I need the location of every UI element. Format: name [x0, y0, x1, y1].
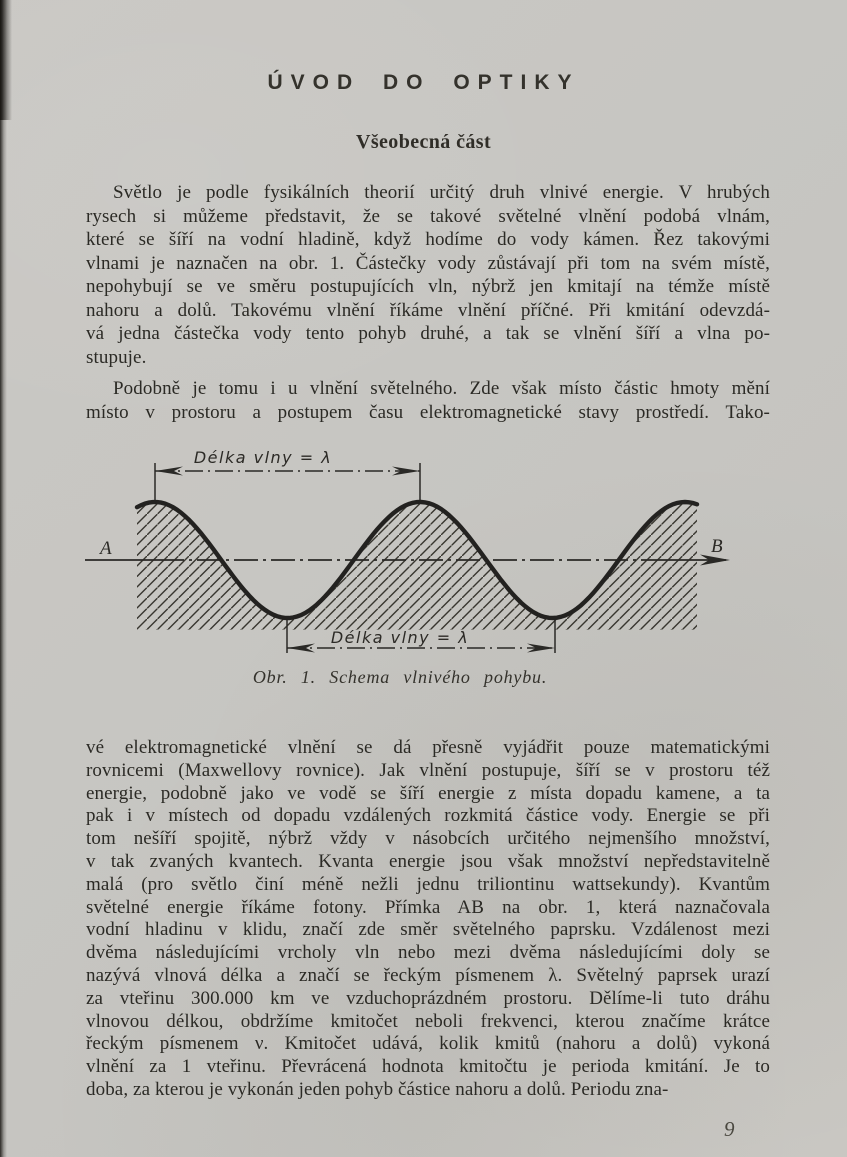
section-subtitle: Všeobecná část — [355, 131, 492, 153]
text-line: nazývá vlnová délka a značí se řeckým písmenem λ. Světelný paprsek urazí — [86, 964, 770, 986]
text-line: tom nešíří spojitě, nýbrž vždy v násobcích určitého nejmenšího množství, — [86, 828, 770, 850]
text-line: místo v prostoru a postupem času elektromagnetické stavy prostředí. Tako- — [86, 401, 770, 423]
text-line: vlnovou délkou, obdržíme kmitočet neboli frekvenci, kterou značíme krátce — [86, 1010, 770, 1032]
paragraph-2 — [86, 377, 770, 424]
figure-caption: Obr. 1. Schema vlnivého pohybu. — [252, 667, 548, 687]
text-line: nahoru a dolů. Takovému vlnění říkáme vlnění příčné. Při kmitání odevzdá- — [86, 299, 770, 321]
text-line: stupuje. — [86, 346, 147, 368]
text-line: vlnění za 1 vteřinu. Převrácená hodnota kmitočtu je perioda kmitání. Je to — [86, 1056, 770, 1078]
axis-label-a: A — [100, 538, 112, 559]
text-line: nepohybují se ve směru postupujících vln, nýbrž jen kmitají na témže místě — [86, 276, 770, 297]
top-dimension-group — [155, 463, 420, 501]
wavelength-label-top: Délka vlny = λ — [193, 448, 333, 467]
text-line: dvěma následujícími vrcholy vln nebo mezi dvěma následujícími doly se — [86, 942, 770, 964]
text-line: které se šíří na vodní hladině, když hodíme do vody kámen. Řez takovými — [86, 229, 770, 250]
text-line: rovnicemi (Maxwellovy rovnice). Jak vlnění postupuje, šíří se v prostoru též — [86, 759, 770, 781]
text-line: světelné energie říkáme fotony. Přímka AB na obr. 1, která naznačovala — [86, 896, 770, 918]
page-number: 9 — [724, 1117, 735, 1141]
paragraph-3 — [86, 737, 770, 1102]
text-line: pak i v místech od dopadu vzdálených rozkmitá částice vody. Energie se při — [86, 805, 770, 827]
text-line: za vteřinu 300.000 km ve vzduchoprázdném prostoru. Dělíme-li tuto dráhu — [86, 987, 770, 1009]
scan-edge-corner-shadow — [0, 0, 12, 120]
paragraph-1 — [86, 181, 770, 369]
text-line: vá jedna částečka vody tento pohyb druhé, a tak se vlnění šíří a vlna po- — [86, 323, 770, 344]
text-line: rysech si můžeme představit, že se takové světelné vlnění podobá vlnám, — [86, 205, 770, 227]
text-line: řeckým písmenem ν. Kmitočet udává, kolik kmitů (nahoru a dolů) vykoná — [86, 1033, 770, 1055]
wavelength-label-bottom: Délka vlny = λ — [330, 628, 470, 647]
wave-figure — [0, 430, 847, 675]
text-line: vodní hladinu v klidu, značí zde směr světelného paprsku. Vzdálenost mezi — [86, 919, 770, 941]
page-title: ÚVOD DO OPTIKY — [267, 71, 580, 94]
text-line: vlnami je naznačen na obr. 1. Částečky vody zůstávají při tom na svém místě, — [86, 252, 770, 274]
axis-label-b: B — [711, 536, 723, 557]
text-line: Světlo je podle fysikálních theorií určitý druh vlnivé energie. V hrubých — [113, 182, 770, 203]
text-line: vé elektromagnetické vlnění se dá přesně vyjádřit pouze matematickými — [86, 737, 770, 758]
text-line: malá (pro světlo činí méně nežli jednu triliontinu wattsekundy). Kvantům — [86, 873, 770, 895]
text-line: Podobně je tomu i u vlnění světelného. Zde však místo částic hmoty mění — [113, 378, 770, 399]
text-line: v tak zvaných kvantech. Kvanta energie jsou však množství nepředstavitelně — [86, 850, 770, 872]
text-line: doba, za kterou je vykonán jeden pohyb částice nahoru a dolů. Periodu zna- — [86, 1078, 669, 1100]
text-line: energie, podobně jako ve vodě se šíří energie z místa dopadu kamene, a ta — [86, 782, 770, 804]
